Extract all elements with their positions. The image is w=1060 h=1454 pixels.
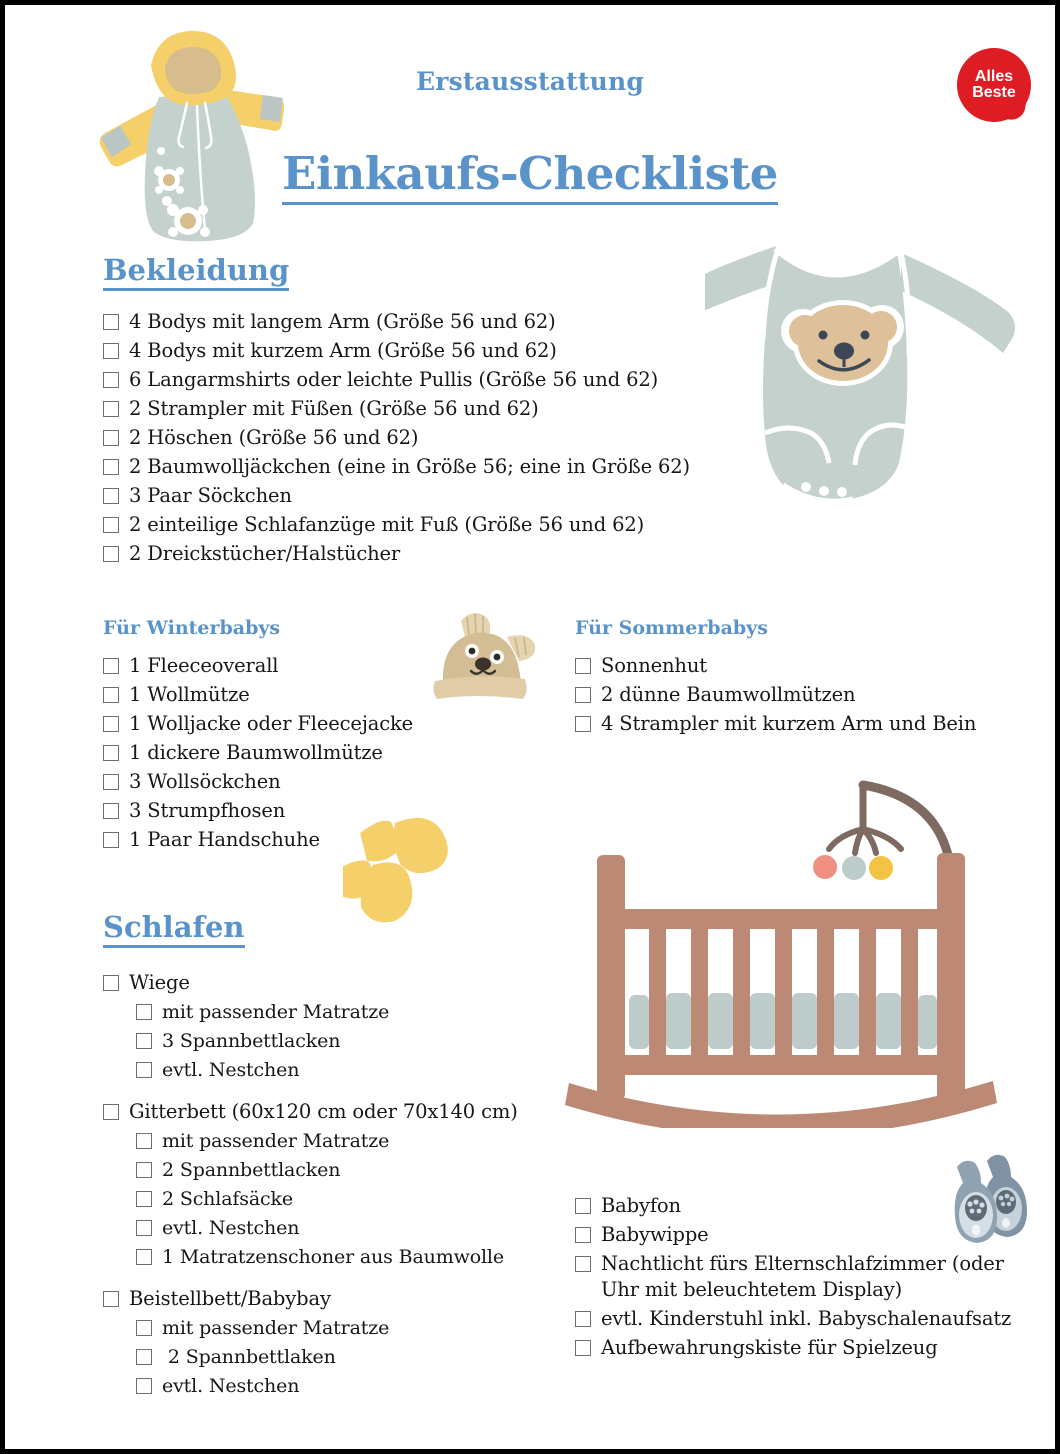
alles-beste-logo — [957, 48, 1031, 122]
checklist-subitem[interactable] — [136, 1157, 573, 1183]
checkbox-icon[interactable] — [575, 1311, 591, 1327]
checklist-subitem[interactable] — [136, 1344, 573, 1370]
checkbox-icon[interactable] — [136, 1220, 152, 1236]
checklist-item-label: 6 Langarmshirts oder leichte Pullis (Größe 56 und 62) — [129, 368, 659, 391]
checklist-item-label: evtl. Nestchen — [162, 1375, 300, 1397]
checklist-item-label: 3 Spannbettlacken — [162, 1030, 341, 1052]
page-title — [5, 147, 1055, 200]
section-heading-bekleidung: Bekleidung — [103, 253, 289, 291]
checkbox-icon[interactable] — [575, 1256, 591, 1272]
checklist-item-label: 1 Fleeceoverall — [129, 654, 279, 677]
checklist-item-label: Wiege — [129, 971, 190, 994]
checklist-item-label: 1 Matratzenschoner aus Baumwolle — [162, 1246, 504, 1268]
checklist-item[interactable] — [575, 1193, 1025, 1219]
checkbox-icon[interactable] — [575, 1198, 591, 1214]
checkbox-icon[interactable] — [136, 1249, 152, 1265]
checklist-item-label: 2 einteilige Schlafanzüge mit Fuß (Größe 56 und 62) — [129, 513, 645, 536]
checklist-subitem[interactable] — [136, 1057, 573, 1083]
checkbox-icon[interactable] — [136, 1004, 152, 1020]
checklist-group — [103, 1099, 573, 1270]
checklist-item[interactable] — [103, 682, 533, 708]
checklist-item[interactable] — [103, 454, 783, 480]
checklist-item[interactable] — [575, 682, 1025, 708]
checkbox-icon[interactable] — [103, 314, 119, 330]
checklist-item[interactable] — [103, 653, 533, 679]
checkbox-icon[interactable] — [136, 1320, 152, 1336]
checkbox-icon[interactable] — [103, 658, 119, 674]
checklist-item[interactable] — [103, 309, 783, 335]
checklist-item[interactable] — [103, 396, 783, 422]
page-title-text: Einkaufs-Checkliste — [282, 147, 778, 205]
checklist-item-label: evtl. Kinderstuhl inkl. Babyschalenaufsatz — [601, 1307, 1012, 1330]
checklist-item-label: Babyfon — [601, 1194, 681, 1217]
checklist-item-label: 2 Baumwolljäckchen (eine in Größe 56; eine in Größe 62) — [129, 455, 691, 478]
checkbox-icon[interactable] — [136, 1162, 152, 1178]
checklist-item-label: mit passender Matratze — [162, 1130, 390, 1152]
checklist-item[interactable] — [103, 512, 783, 538]
checklist-item[interactable] — [103, 541, 783, 567]
checklist-item-label: 1 dickere Baumwollmütze — [129, 741, 383, 764]
checklist-item[interactable] — [103, 711, 533, 737]
checklist-item-label: evtl. Nestchen — [162, 1217, 300, 1239]
bekleidung-list — [103, 309, 783, 567]
checklist-item[interactable] — [103, 425, 783, 451]
checklist-item[interactable] — [103, 970, 573, 996]
checklist-item-label: Nachtlicht fürs Elternschlafzimmer (oder Uhr mit beleuchtetem Display) — [601, 1252, 1004, 1301]
checkbox-icon[interactable] — [103, 372, 119, 388]
checklist-item[interactable] — [103, 769, 533, 795]
checklist-item[interactable] — [103, 483, 783, 509]
section-bekleidung — [103, 253, 783, 570]
checkbox-icon[interactable] — [136, 1133, 152, 1149]
checklist-item-label: mit passender Matratze — [162, 1317, 390, 1339]
logo-line-2: Beste — [972, 84, 1016, 101]
crib-illustration — [563, 773, 1043, 1128]
checklist-item-label: 2 Spannbettlacken — [162, 1159, 341, 1181]
checklist-item[interactable] — [575, 653, 1025, 679]
checkbox-icon[interactable] — [103, 687, 119, 703]
checkbox-icon[interactable] — [136, 1033, 152, 1049]
checklist-item-label: 2 dünne Baumwollmützen — [601, 683, 856, 706]
checkbox-icon[interactable] — [575, 1227, 591, 1243]
page-header — [5, 5, 1055, 230]
checklist-subitem[interactable] — [136, 1244, 573, 1270]
checkbox-icon[interactable] — [103, 1104, 119, 1120]
checklist-item-label: 2 Strampler mit Füßen (Größe 56 und 62) — [129, 397, 539, 420]
checklist-group — [103, 970, 573, 1083]
checklist-subitem[interactable] — [136, 1373, 573, 1399]
checkbox-icon[interactable] — [103, 774, 119, 790]
checkbox-icon[interactable] — [103, 975, 119, 991]
section-winterbabys — [103, 617, 533, 856]
kicker-text: Erstausstattung — [415, 67, 645, 96]
checkbox-icon[interactable] — [103, 459, 119, 475]
checklist-group — [103, 1286, 573, 1399]
checklist-subitem[interactable] — [136, 1315, 573, 1341]
checklist-item[interactable] — [575, 1222, 1025, 1248]
checklist-item[interactable] — [103, 1099, 573, 1125]
checklist-subitem[interactable] — [136, 1186, 573, 1212]
checkbox-icon[interactable] — [136, 1378, 152, 1394]
checklist-item-label: 3 Strumpfhosen — [129, 799, 286, 822]
sommerbabys-list — [575, 653, 1025, 737]
checklist-item[interactable] — [575, 1306, 1025, 1332]
checklist-item[interactable] — [575, 1335, 1025, 1361]
checklist-item[interactable] — [575, 1251, 1025, 1303]
checklist-item[interactable] — [103, 798, 533, 824]
checklist-item-label: 1 Wolljacke oder Fleecejacke — [129, 712, 414, 735]
checkbox-icon[interactable] — [103, 430, 119, 446]
checkbox-icon[interactable] — [103, 1291, 119, 1307]
checklist-item[interactable] — [103, 827, 533, 853]
checklist-subitem[interactable] — [136, 1128, 573, 1154]
winterbabys-list — [103, 653, 533, 853]
checklist-item-label: Babywippe — [601, 1223, 709, 1246]
section-heading-winterbabys: Für Winterbabys — [103, 617, 281, 639]
checkbox-icon[interactable] — [103, 488, 119, 504]
checkbox-icon[interactable] — [103, 745, 119, 761]
logo-text — [957, 48, 1031, 122]
section-heading-sommerbabys: Für Sommerbabys — [575, 617, 768, 639]
checklist-item-label: 3 Paar Söckchen — [129, 484, 292, 507]
checkbox-icon[interactable] — [136, 1191, 152, 1207]
section-sommerbabys — [575, 617, 1025, 740]
checklist-item-label: Gitterbett (60x120 cm oder 70x140 cm) — [129, 1100, 518, 1123]
checkbox-icon[interactable] — [103, 517, 119, 533]
checkbox-icon[interactable] — [103, 401, 119, 417]
checkbox-icon[interactable] — [103, 803, 119, 819]
checklist-item-label: 2 Schlafsäcke — [162, 1188, 293, 1210]
checklist-item-label: 4 Bodys mit langem Arm (Größe 56 und 62) — [129, 310, 556, 333]
checklist-item-label: 2 Spannbettlaken — [162, 1346, 336, 1368]
checklist-item-label: evtl. Nestchen — [162, 1059, 300, 1081]
checkbox-icon[interactable] — [103, 832, 119, 848]
checkbox-icon[interactable] — [103, 343, 119, 359]
checkbox-icon[interactable] — [575, 716, 591, 732]
checklist-item[interactable] — [103, 338, 783, 364]
checklist-item-label: Sonnenhut — [601, 654, 707, 677]
checklist-item-label: 4 Strampler mit kurzem Arm und Bein — [601, 712, 977, 735]
checklist-item-label: Aufbewahrungskiste für Spielzeug — [601, 1336, 938, 1359]
logo-line-1: Alles — [974, 67, 1014, 85]
checkbox-icon[interactable] — [103, 546, 119, 562]
checklist-item-label: 1 Wollmütze — [129, 683, 250, 706]
checkbox-icon[interactable] — [103, 716, 119, 732]
section-schlafen — [103, 910, 573, 1415]
checklist-item-label: 3 Wollsöckchen — [129, 770, 281, 793]
checklist-item-label: 2 Dreickstücher/Halstücher — [129, 542, 401, 565]
checklist-item[interactable] — [103, 740, 533, 766]
section-zubehoer — [575, 1193, 1025, 1364]
checklist-subitem[interactable] — [136, 1028, 573, 1054]
checklist-item-label: 1 Paar Handschuhe — [129, 828, 320, 851]
checklist-item-label: 4 Bodys mit kurzem Arm (Größe 56 und 62) — [129, 339, 557, 362]
checklist-subitem[interactable] — [136, 999, 573, 1025]
checklist-item-label: 2 Höschen (Größe 56 und 62) — [129, 426, 419, 449]
checklist-item-label: mit passender Matratze — [162, 1001, 390, 1023]
checklist-subitem[interactable] — [136, 1215, 573, 1241]
checklist-item[interactable] — [103, 1286, 573, 1312]
checklist-item-label: Beistellbett/Babybay — [129, 1287, 331, 1310]
section-heading-schlafen: Schlafen — [103, 910, 245, 948]
checkbox-icon[interactable] — [575, 1340, 591, 1356]
checkbox-icon[interactable] — [136, 1349, 152, 1365]
checklist-item[interactable] — [575, 711, 1025, 737]
checklist-item[interactable] — [103, 367, 783, 393]
checkbox-icon[interactable] — [575, 658, 591, 674]
checkbox-icon[interactable] — [575, 687, 591, 703]
zubehoer-list — [575, 1193, 1025, 1361]
checkbox-icon[interactable] — [136, 1062, 152, 1078]
schlafen-list — [103, 970, 573, 1399]
